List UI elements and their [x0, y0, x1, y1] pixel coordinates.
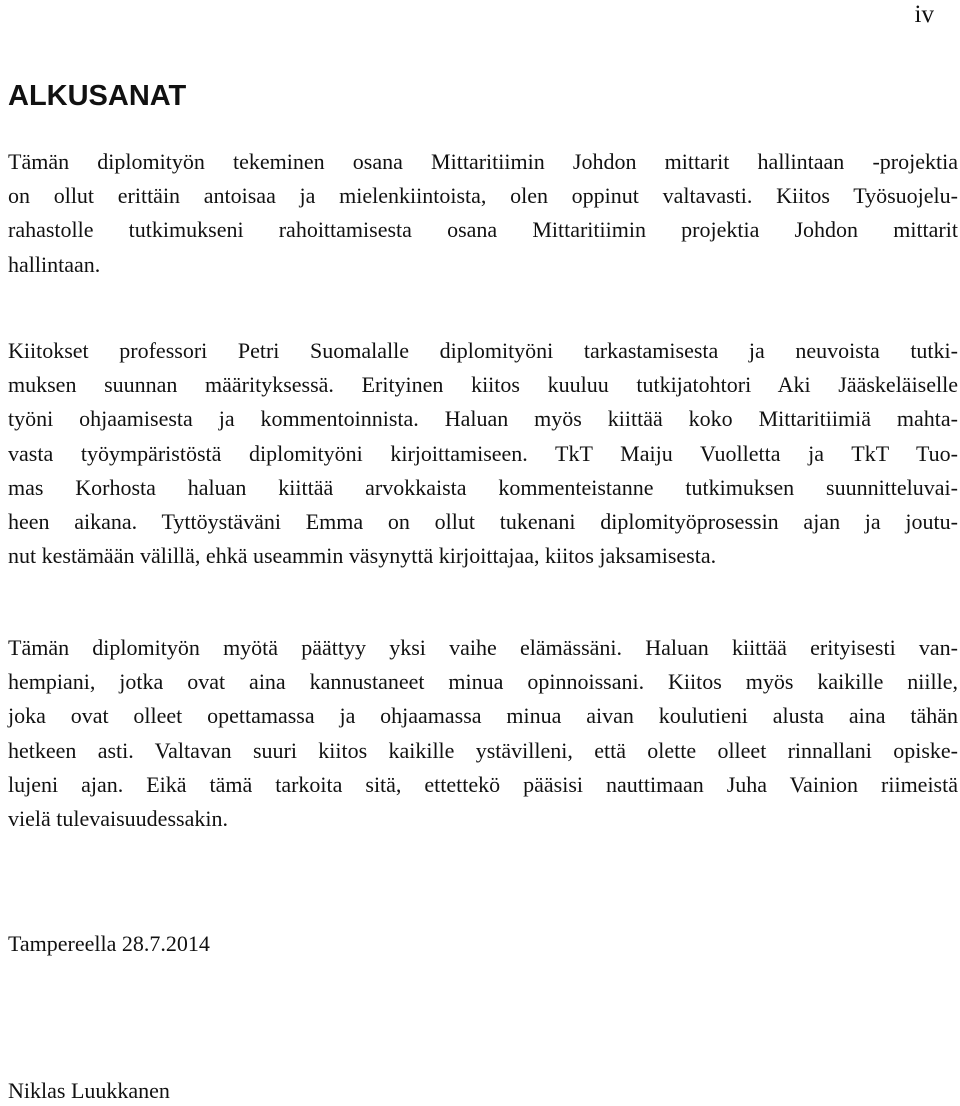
paragraph-line: muksen suunnan määrityksessä. Erityinen kiitos kuuluu tutkijatohtori Aki Jääskeläiselle [8, 372, 958, 398]
paragraph-line: Tämän diplomityön myötä päättyy yksi vaihe elämässäni. Haluan kiittää erityisesti van- [8, 635, 958, 660]
paragraph-line: vielä tulevaisuudessakin. [8, 806, 228, 832]
paragraph-line: hempiani, jotka ovat aina kannustaneet minua opinnoissani. Kiitos myös kaikille niille, [8, 669, 958, 695]
author-name: Niklas Luukkanen [8, 1078, 170, 1103]
paragraph-line: nut kestämään välillä, ehkä useammin väsynyttä kirjoittajaa, kiitos jaksamisesta. [8, 543, 717, 569]
paragraph-1 [8, 145, 958, 282]
paragraph-line: heen aikana. Tyttöystäväni Emma on ollut tukenani diplomityöprosessin ajan ja joutu- [8, 509, 958, 535]
paragraph-line: vasta työympäristöstä diplomityöni kirjoittamiseen. TkT Maiju Vuolletta ja TkT Tuo- [8, 440, 958, 466]
paragraph-line: Kiitokset professori Petri Suomalalle diplomityöni tarkastamisesta ja neuvoista tutki- [8, 338, 958, 363]
page-title: ALKUSANAT [8, 80, 187, 112]
paragraph-line: hallintaan. [8, 251, 101, 277]
paragraph-2 [8, 334, 958, 573]
page-number: iv [914, 1, 934, 28]
paragraph-line: lujeni ajan. Eikä tämä tarkoita sitä, ettettekö pääsisi nauttimaan Juha Vainion riimeistä [8, 771, 958, 797]
paragraph-line: työni ohjaamisesta ja kommentoinnista. Haluan myös kiittää koko Mittaritiimiä mahta- [8, 406, 958, 432]
paragraph-3 [8, 631, 958, 836]
paragraph-line: joka ovat olleet opettamassa ja ohjaamassa minua aivan koulutieni alusta aina tähän [8, 703, 958, 729]
paragraph-line: rahastolle tutkimukseni rahoittamisesta osana Mittaritiimin projektia Johdon mittarit [8, 217, 958, 243]
paragraph-line: Tämän diplomityön tekeminen osana Mittaritiimin Johdon mittarit hallintaan -projektia [8, 149, 958, 174]
paragraph-line: on ollut erittäin antoisaa ja mielenkiintoista, olen oppinut valtavasti. Kiitos Työsuojelu- [8, 183, 958, 209]
place-and-date: Tampereella 28.7.2014 [8, 931, 210, 956]
paragraph-line: hetkeen asti. Valtavan suuri kiitos kaikille ystävilleni, että olette olleet rinnallani opiske- [8, 737, 958, 763]
paragraph-line: mas Korhosta haluan kiittää arvokkaista kommenteistanne tutkimuksen suunnitteluvai- [8, 474, 958, 500]
